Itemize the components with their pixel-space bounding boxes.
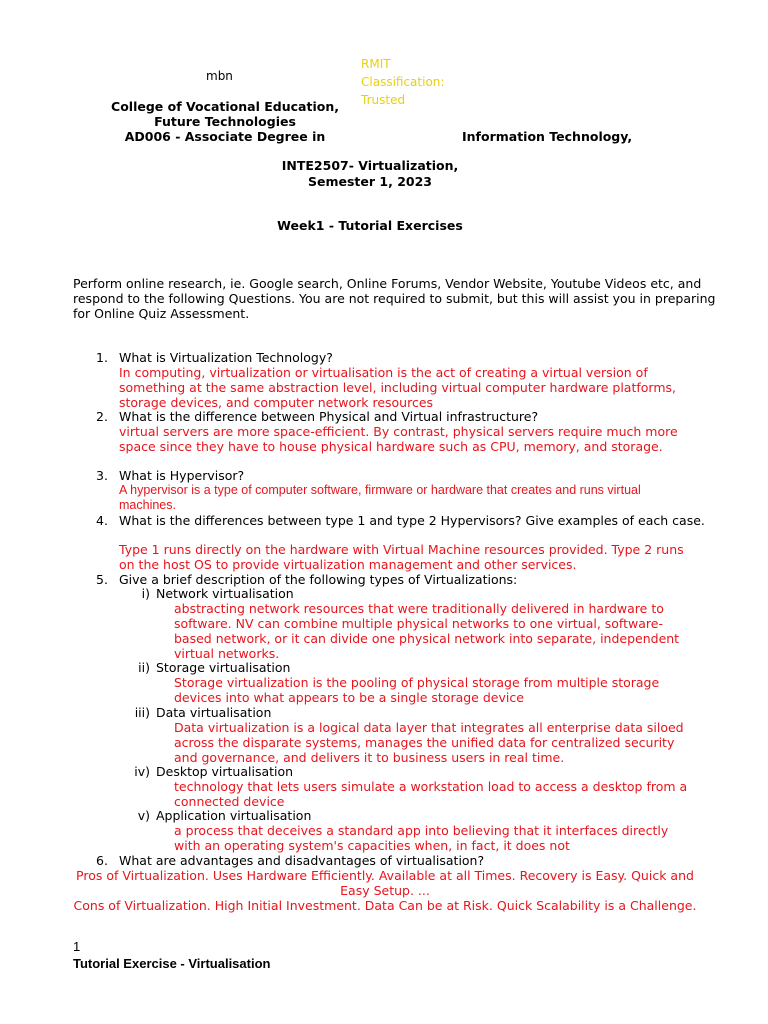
question-text: What is Hypervisor? [119,468,245,483]
question-number: 2. [96,409,108,424]
answer-text: a process that deceives a standard app into believing that it interfaces directly with an operating system's capacities when, in fact, it does not [174,823,669,853]
subitem-number: v) [137,808,150,823]
question-number: 5. [96,572,108,587]
subitem-text: Application virtualisation [156,808,312,823]
college-name: College of Vocational Education, [111,99,339,114]
answer-text: Type 1 runs directly on the hardware with Virtual Machine resources provided. Type 2 runs on the host OS to provide virtualization management and other services. [119,542,684,572]
answer-text: Data virtualization is a logical data layer that integrates all enterprise data siloed across the disparate systems, manages the unified data for centralized security and governance, and delivers it to business users in real time. [174,720,684,765]
page-number: 1 [73,939,81,954]
answer-text: A hypervisor is a type of computer software, firmware or hardware that creates and runs virtual machines. [119,483,641,512]
semester: Semester 1, 2023 [308,174,432,189]
cons-text: Cons of Virtualization. High Initial Investment. Data Can be at Risk. Quick Scalability is a Challenge. [73,898,697,913]
subitem-text: Network virtualisation [156,586,294,601]
classification-label: RMIT Classification: Trusted [361,57,445,107]
question-number: 6. [96,853,108,868]
subitem-number: ii) [138,660,150,675]
question-text: What is Virtualization Technology? [119,350,333,365]
answer-text: abstracting network resources that were traditionally delivered in hardware to software. NV can combine multiple physical networks to one virtual, software-based network, or it can divide one physical network into separate, independent virtual networks. [174,601,680,661]
subitem-text: Data virtualisation [156,705,272,720]
question-text: What is the difference between Physical and Virtual infrastructure? [119,409,539,424]
subitem-number: iv) [134,764,150,779]
answer-text: virtual servers are more space-efficient. By contrast, physical servers require much more space since they have to house physical hardware such as CPU, memory, and storage. [119,424,678,454]
pros-text: Pros of Virtualization. Uses Hardware Efficiently. Available at all Times. Recovery is Easy. Quick and Easy Setup. ... [76,868,694,898]
answer-text: Storage virtualization is the pooling of physical storage from multiple storage devices into what appears to be a single storage device [174,675,660,705]
answer-text: technology that lets users simulate a workstation load to access a desktop from a connected device [174,779,688,809]
degree-name: AD006 - Associate Degree in [124,129,326,144]
subitem-number: i) [141,586,150,601]
answer-text: In computing, virtualization or virtualisation is the act of creating a virtual version of something at the same abstraction level, including virtual computer hardware platforms, storage devices, and computer network resources [119,365,677,410]
subitem-text: Storage virtualisation [156,660,291,675]
question-text: What is the differences between type 1 and type 2 Hypervisors? Give examples of each case. [119,513,705,528]
school-name: Future Technologies [154,114,296,129]
question-text: Give a brief description of the following types of Virtualizations: [119,572,518,587]
course-code: INTE2507- Virtualization, [281,158,459,173]
question-number: 3. [96,468,108,483]
page-title: Week1 - Tutorial Exercises [277,218,463,233]
intro-paragraph: Perform online research, ie. Google search, Online Forums, Vendor Website, Youtube Videos etc, and respond to the following Questions. You are not required to submit, but this will assist you in preparing for Online Quiz Assessment. [73,276,716,321]
question-number: 1. [96,350,108,365]
question-number: 4. [96,513,108,528]
degree-field: Information Technology, [462,129,633,144]
question-text: What are advantages and disadvantages of virtualisation? [119,853,485,868]
footer-title: Tutorial Exercise - Virtualisation [73,956,271,971]
author-initials: mbn [206,69,233,83]
subitem-text: Desktop virtualisation [156,764,294,779]
subitem-number: iii) [134,705,150,720]
